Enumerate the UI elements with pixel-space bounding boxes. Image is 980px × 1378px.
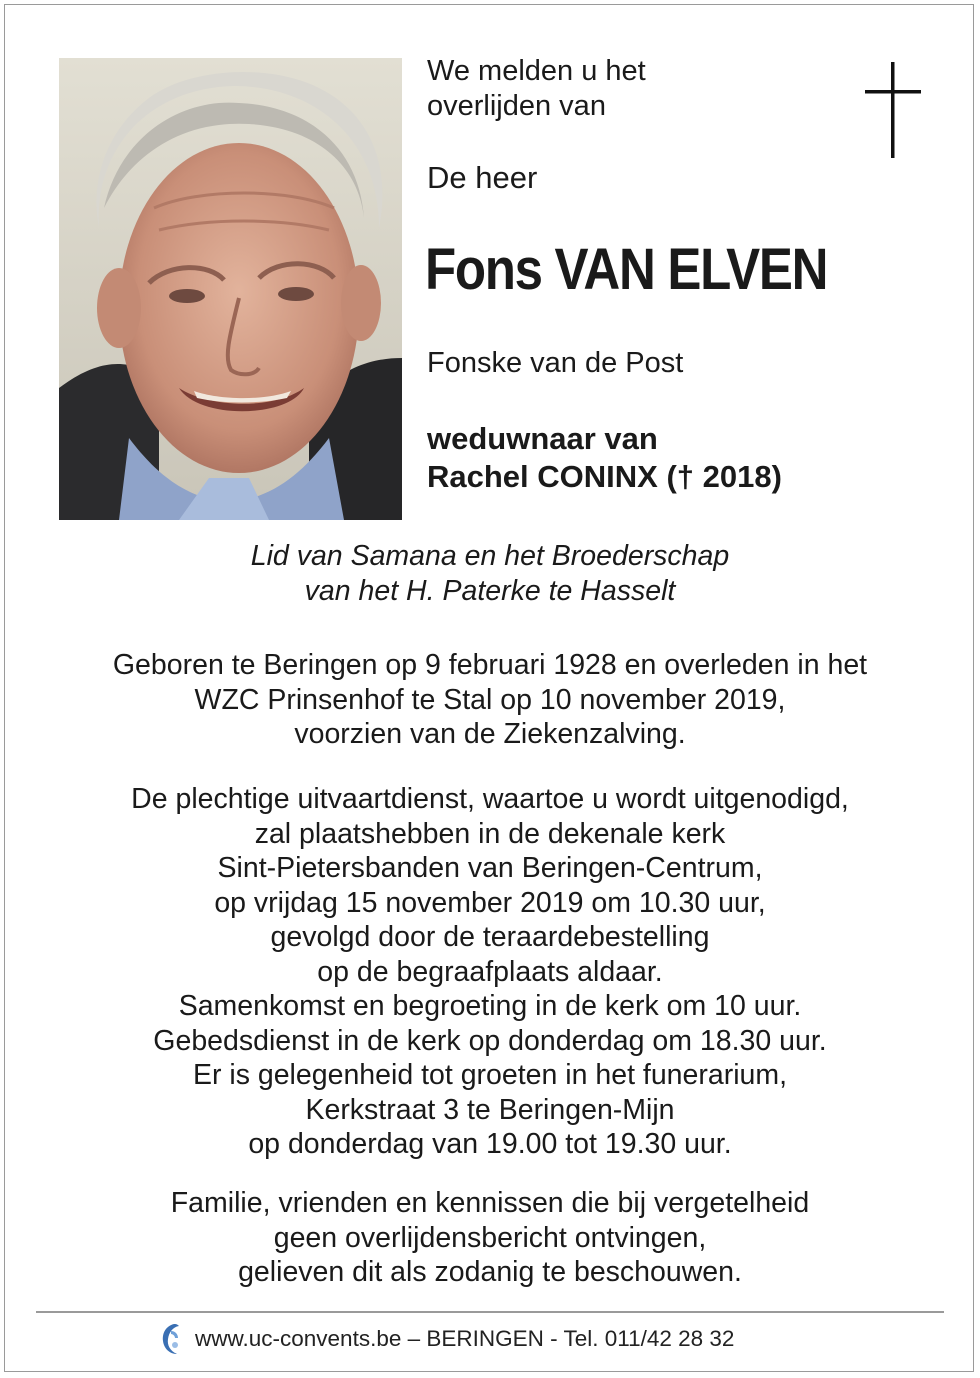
spouse-info (427, 420, 782, 496)
nickname: Fonske van de Post (427, 347, 684, 379)
membership-line: van het H. Paterke te Hasselt (304, 574, 676, 607)
intro-line-1: We melden u het (427, 55, 646, 87)
membership-paragraph (0, 539, 980, 608)
service-line: Sint-Pietersbanden van Beringen-Centrum, (217, 852, 763, 884)
membership-line: Lid van Samana en het Broederschap (250, 540, 730, 572)
intro-line-2: overlijden van (427, 90, 606, 122)
cross-icon (862, 62, 924, 160)
birth-death-line: WZC Prinsenhof te Stal op 10 november 2019, (194, 683, 786, 716)
service-line: Er is gelegenheid tot groeten in het funerarium, (192, 1059, 788, 1091)
service-line: op donderdag van 19.00 tot 19.30 uur. (248, 1128, 732, 1160)
announcement-intro (427, 54, 646, 124)
birth-death-line: Geboren te Beringen op 9 februari 1928 en overleden in het (112, 649, 868, 681)
footer-divider (36, 1311, 944, 1313)
service-line: op vrijdag 15 november 2019 om 10.30 uur, (214, 886, 766, 919)
service-line: zal plaatshebben in de dekenale kerk (254, 817, 726, 850)
footer-contact-text[interactable]: www.uc-convents.be – BERINGEN - Tel. 011/42 28 32 (195, 1326, 735, 1351)
deceased-name: Fons VAN ELVEN (425, 237, 828, 302)
spouse-line-1: weduwnaar van (427, 421, 658, 456)
birth-death-paragraph (0, 648, 980, 752)
service-line: De plechtige uitvaartdienst, waartoe u wordt uitgenodigd, (131, 783, 849, 815)
service-line: Samenkomst en begroeting in de kerk om 10 uur. (178, 990, 802, 1022)
portrait-photo (59, 58, 402, 520)
service-line: gevolgd door de teraardebestelling (270, 921, 710, 953)
honorific-title: De heer (427, 160, 538, 195)
family-note-line: gelieven dit als zodanig te beschouwen. (238, 1256, 742, 1288)
service-line: Gebedsdienst in de kerk op donderdag om 18.30 uur. (153, 1024, 827, 1057)
family-note-line: Familie, vrienden en kennissen die bij vergetelheid (170, 1187, 810, 1219)
uc-convents-logo-icon (158, 1321, 184, 1357)
service-line: op de begraafplaats aldaar. (317, 955, 663, 988)
service-paragraph (0, 782, 980, 1162)
family-note-paragraph (0, 1186, 980, 1290)
family-note-line: geen overlijdensbericht ontvingen, (273, 1221, 707, 1254)
service-line: Kerkstraat 3 te Beringen-Mijn (305, 1093, 675, 1126)
birth-death-line: voorzien van de Ziekenzalving. (294, 718, 686, 750)
spouse-line-2: Rachel CONINX († 2018) (427, 459, 782, 494)
